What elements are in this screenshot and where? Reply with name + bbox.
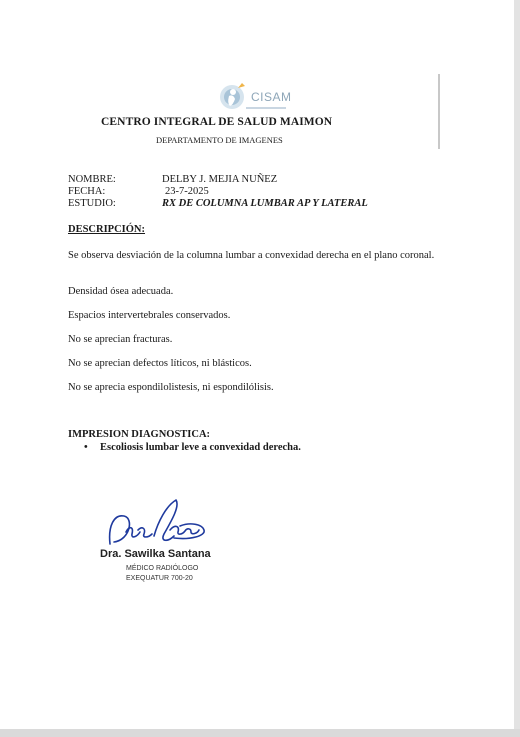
description-paragraph: No se aprecia espondilolistesis, ni espondilólisis. — [68, 382, 274, 393]
name-value: DELBY J. MEJIA NUÑEZ — [162, 174, 278, 185]
date-label: FECHA: — [68, 186, 106, 197]
bullet-icon: • — [84, 442, 88, 453]
name-label: NOMBRE: — [68, 174, 116, 185]
signature-icon — [104, 496, 216, 552]
description-paragraph: No se aprecian defectos líticos, ni blásticos. — [68, 358, 252, 369]
study-value: RX DE COLUMNA LUMBAR AP Y LATERAL — [162, 198, 368, 209]
description-paragraph: Se observa desviación de la columna lumbar a convexidad derecha en el plano coronal. — [68, 250, 435, 261]
logo-text: CISAM — [251, 90, 292, 104]
viewer-bottom-margin — [0, 729, 520, 737]
description-paragraph: No se aprecian fracturas. — [68, 334, 173, 345]
signer-name: Dra. Sawilka Santana — [100, 548, 211, 560]
description-paragraph: Espacios intervertebrales conservados. — [68, 310, 231, 321]
date-value: 23-7-2025 — [165, 186, 209, 197]
impression-item-text: Escoliosis lumbar leve a convexidad derecha. — [100, 442, 301, 453]
description-paragraph: Densidad ósea adecuada. — [68, 286, 174, 297]
impression-title: IMPRESION DIAGNOSTICA: — [68, 429, 211, 440]
vertical-divider — [438, 74, 440, 149]
impression-list — [68, 442, 301, 453]
signer-license: EXEQUATUR 700-20 — [126, 575, 193, 582]
impression-item — [68, 442, 301, 453]
description-title: DESCRIPCIÓN: — [68, 224, 146, 235]
department-name: DEPARTAMENTO DE IMAGENES — [156, 135, 283, 145]
signer-title: MÉDICO RADIÓLOGO — [126, 565, 199, 572]
study-label: ESTUDIO: — [68, 198, 116, 209]
organization-name: CENTRO INTEGRAL DE SALUD MAIMON — [101, 116, 333, 128]
viewer-right-margin — [514, 0, 520, 737]
